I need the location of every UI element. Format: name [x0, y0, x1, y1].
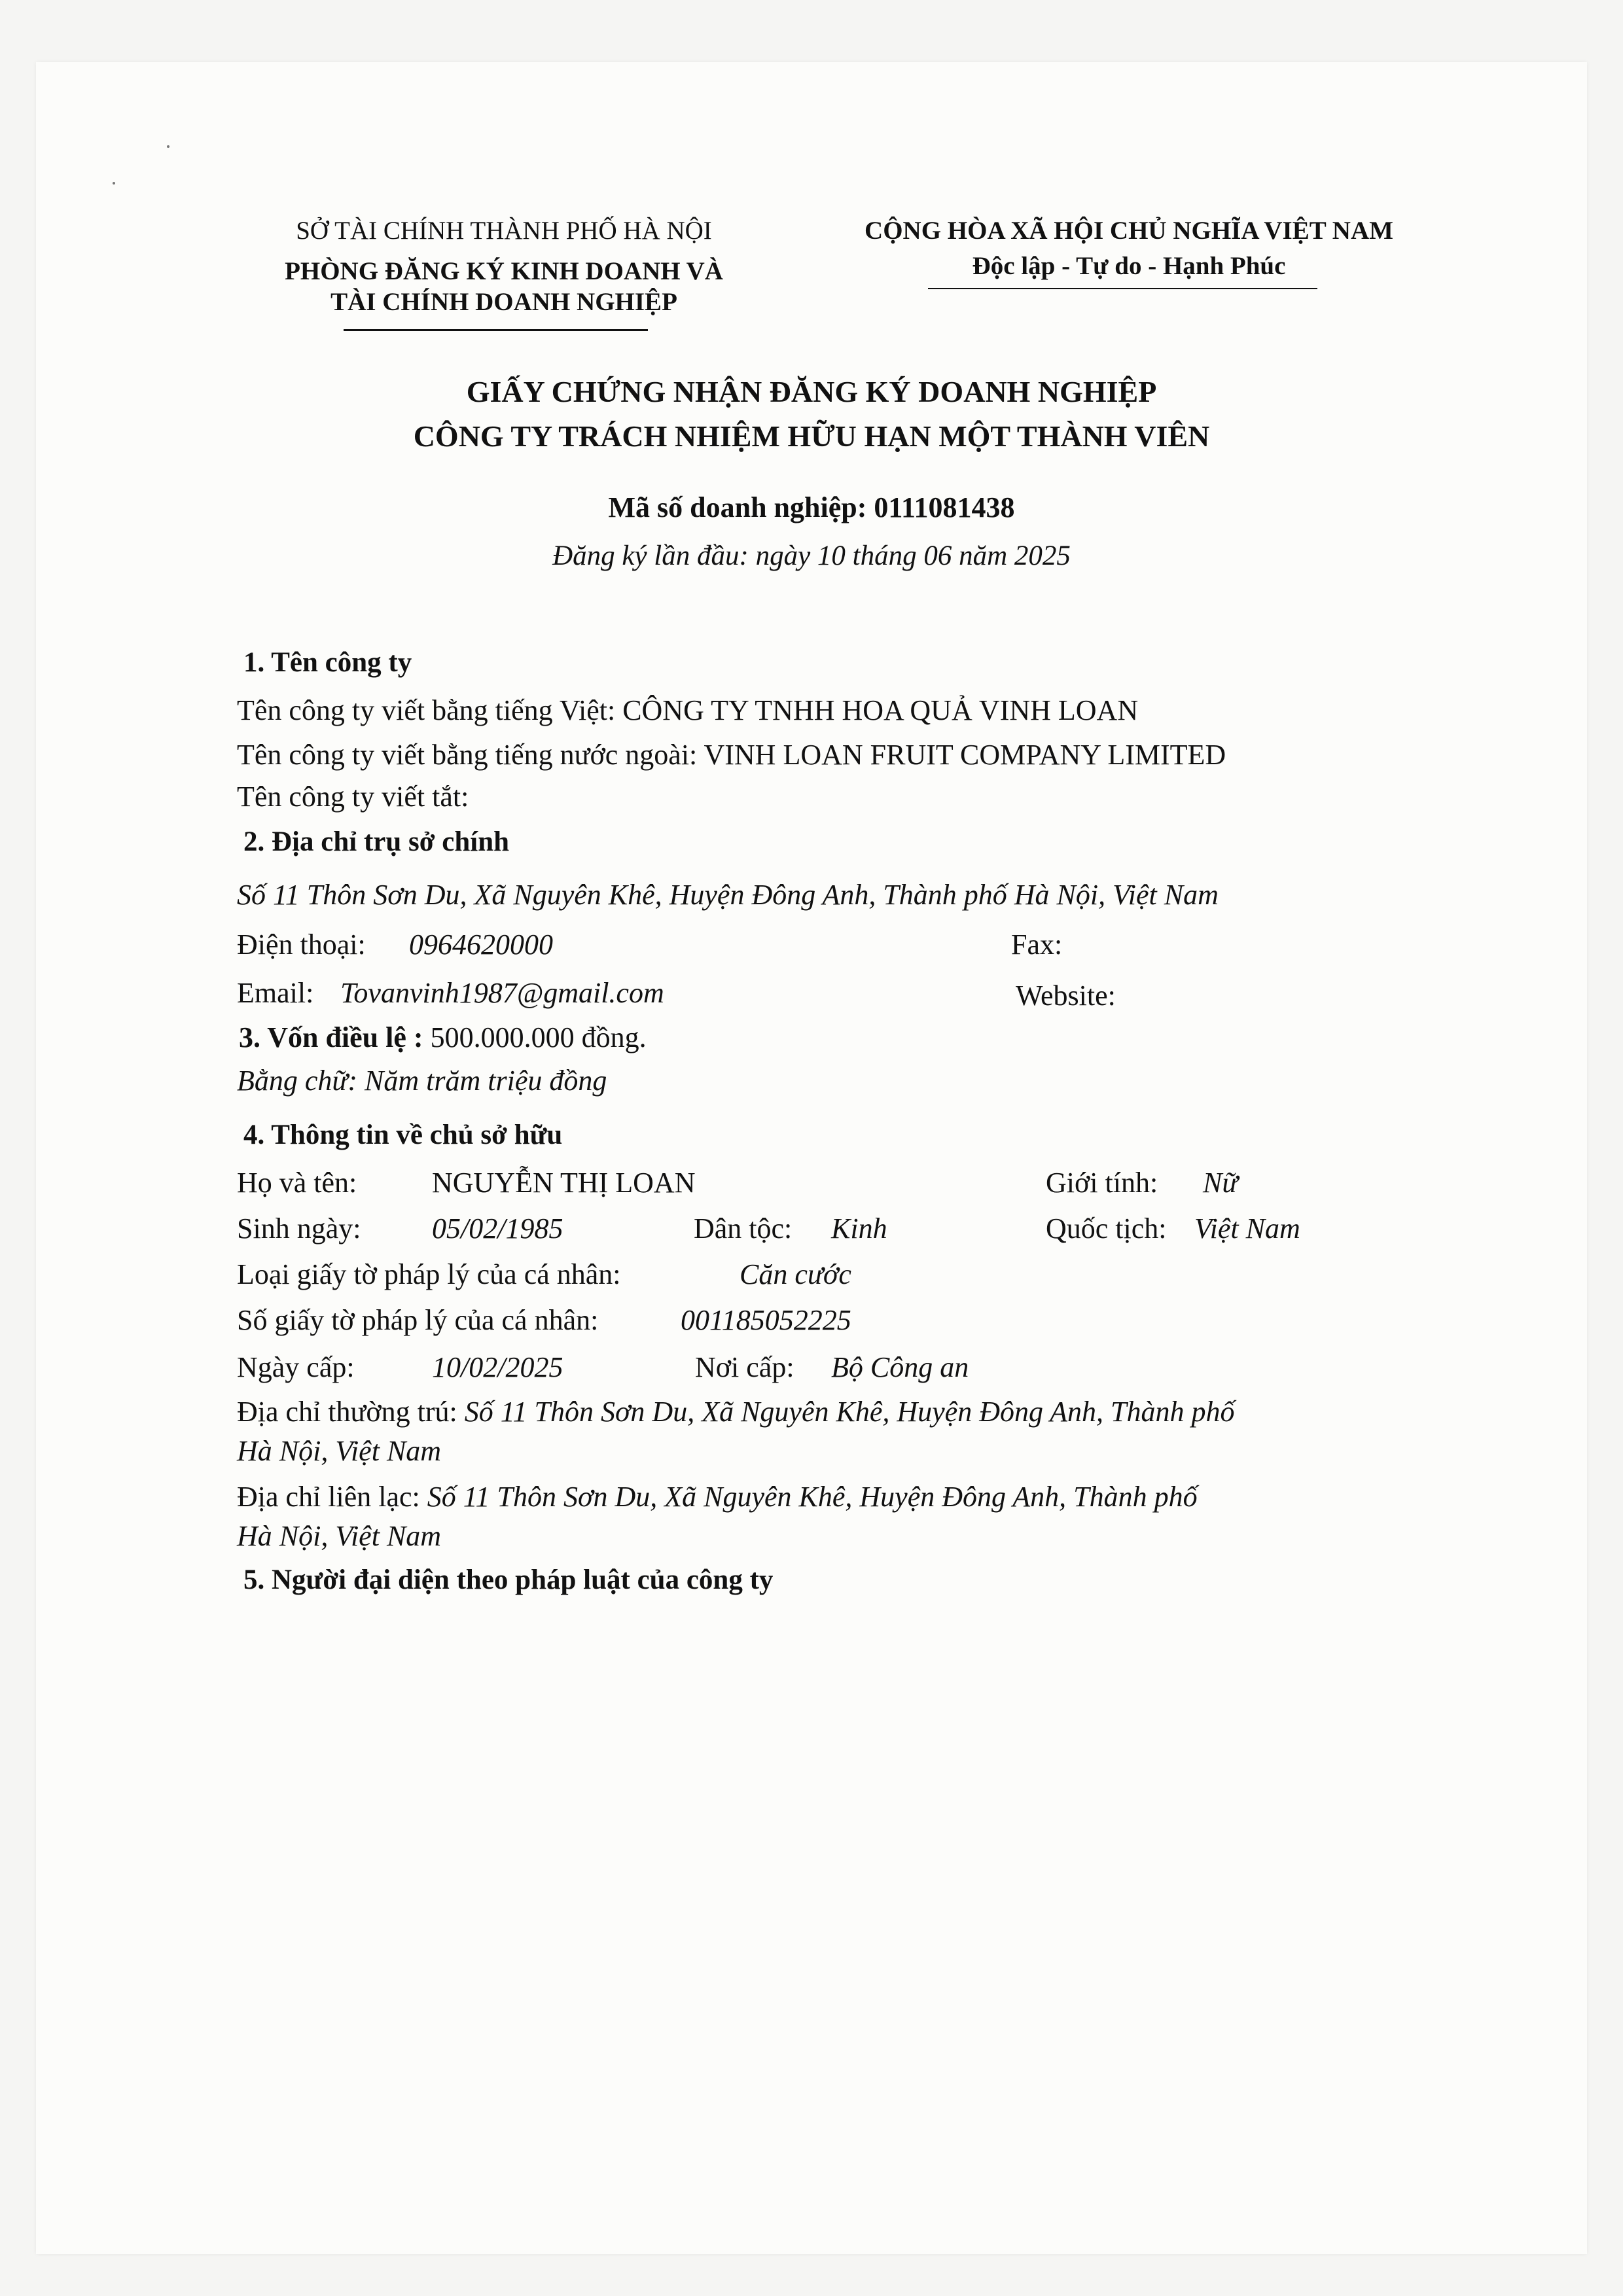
- company-short-name: Tên công ty viết tắt:: [237, 781, 469, 813]
- section-4-heading: 4. Thông tin về chủ sở hữu: [243, 1120, 563, 1150]
- issue-place-label: Nơi cấp:: [695, 1351, 794, 1383]
- nationality-value: Việt Nam: [1194, 1212, 1300, 1245]
- company-name-vn: Tên công ty viết bằng tiếng Việt: CÔNG TY TNHH HOA QUẢ VINH LOAN: [237, 694, 1139, 726]
- nationality-label: Quốc tịch:: [1046, 1212, 1167, 1245]
- email-value: Tovanvinh1987@gmail.com: [340, 977, 664, 1009]
- enterprise-code: Mã số doanh nghiệp: 0111081438: [608, 491, 1015, 523]
- dob-label: Sinh ngày:: [237, 1212, 361, 1245]
- owner-name-value: NGUYỄN THỊ LOAN: [432, 1167, 696, 1199]
- scan-speck: [167, 145, 169, 148]
- phone-value: 0964620000: [409, 928, 553, 961]
- charter-capital: [239, 1021, 647, 1054]
- gender-value: Nữ: [1203, 1167, 1238, 1199]
- issue-place-value: Bộ Công an: [831, 1351, 969, 1383]
- id-number-label: Số giấy tờ pháp lý của cá nhân:: [237, 1304, 599, 1336]
- permanent-address-value-line2: Hà Nội, Việt Nam: [237, 1435, 442, 1467]
- ethnic-label: Dân tộc:: [694, 1212, 793, 1245]
- dob-value: 05/02/1985: [432, 1212, 563, 1245]
- phone-label: Điện thoại:: [237, 928, 366, 961]
- contact-address-label: Địa chỉ liên lạc:: [237, 1481, 420, 1513]
- email-label: Email:: [237, 977, 314, 1009]
- id-number-value: 001185052225: [681, 1304, 851, 1336]
- contact-address-value-line1: Số 11 Thôn Sơn Du, Xã Nguyên Khê, Huyện Đông Anh, Thành phố: [427, 1481, 1198, 1513]
- company-name-foreign: Tên công ty viết bằng tiếng nước ngoài: VINH LOAN FRUIT COMPANY LIMITED: [237, 739, 1226, 771]
- department-name-line1: PHÒNG ĐĂNG KÝ KINH DOANH VÀ: [285, 257, 723, 285]
- website-label: Website:: [1016, 980, 1116, 1012]
- id-type-label: Loại giấy tờ pháp lý của cá nhân:: [237, 1258, 621, 1290]
- section-1-heading: 1. Tên công ty: [243, 647, 412, 678]
- permanent-address: [237, 1395, 1235, 1428]
- gender-label: Giới tính:: [1046, 1167, 1158, 1199]
- capital-in-words: Bằng chữ: Năm trăm triệu đồng: [237, 1065, 607, 1097]
- section-2-heading: 2. Địa chỉ trụ sở chính: [243, 826, 510, 857]
- scan-speck: [113, 182, 115, 185]
- charter-capital-amount: 500.000.000 đồng.: [430, 1021, 647, 1053]
- section-5-heading: 5. Người đại diện theo pháp luật của công ty: [243, 1564, 774, 1595]
- contact-address-value-line2: Hà Nội, Việt Nam: [237, 1520, 442, 1552]
- agency-name: SỞ TÀI CHÍNH THÀNH PHỐ HÀ NỘI: [296, 217, 712, 245]
- company-type-title: CÔNG TY TRÁCH NHIỆM HỮU HẠN MỘT THÀNH VIÊN: [413, 419, 1210, 453]
- motto-underline: [928, 288, 1317, 289]
- first-registration-date: Đăng ký lần đầu: ngày 10 tháng 06 năm 2025: [552, 540, 1071, 571]
- permanent-address-value-line1: Số 11 Thôn Sơn Du, Xã Nguyên Khê, Huyện Đông Anh, Thành phố: [464, 1396, 1235, 1428]
- department-name-line2: TÀI CHÍNH DOANH NGHIỆP: [330, 288, 677, 316]
- country-motto: Độc lập - Tự do - Hạnh Phúc: [972, 252, 1286, 280]
- header-left-underline: [344, 329, 648, 331]
- ethnic-value: Kinh: [831, 1212, 887, 1245]
- owner-name-label: Họ và tên:: [237, 1167, 357, 1199]
- head-office-address: Số 11 Thôn Sơn Du, Xã Nguyên Khê, Huyện Đông Anh, Thành phố Hà Nội, Việt Nam: [237, 879, 1219, 911]
- section-3-heading: 3. Vốn điều lệ :: [239, 1021, 423, 1053]
- contact-address: [237, 1480, 1198, 1513]
- country-name: CỘNG HÒA XÃ HỘI CHỦ NGHĨA VIỆT NAM: [865, 217, 1393, 245]
- issue-date-value: 10/02/2025: [432, 1351, 563, 1383]
- id-type-value: Căn cước: [740, 1258, 851, 1290]
- issue-date-label: Ngày cấp:: [237, 1351, 355, 1383]
- fax-label: Fax:: [1011, 928, 1063, 961]
- certificate-title: GIẤY CHỨNG NHẬN ĐĂNG KÝ DOANH NGHIỆP: [466, 375, 1157, 408]
- permanent-address-label: Địa chỉ thường trú:: [237, 1396, 457, 1428]
